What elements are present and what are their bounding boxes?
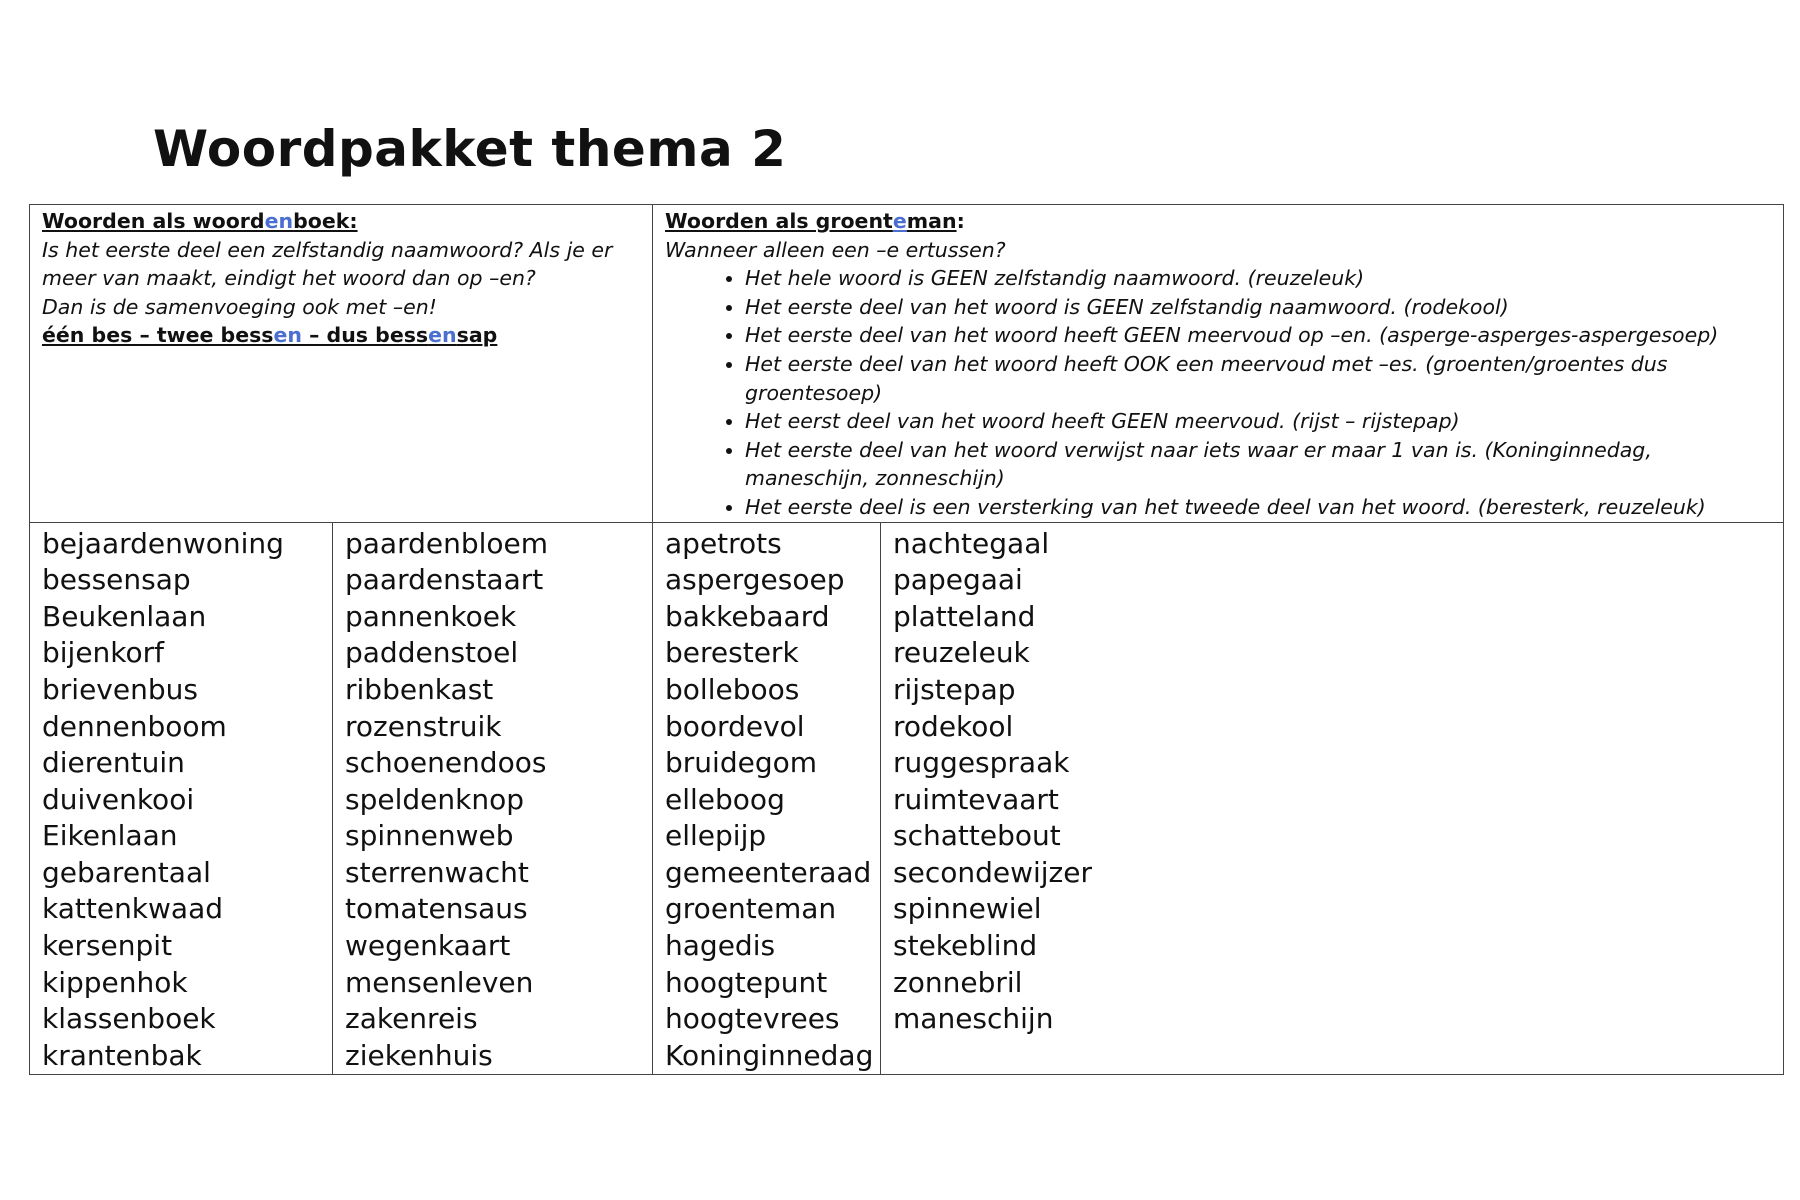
word-item: bruidegom	[665, 746, 818, 780]
word-item: bejaardenwoning	[42, 526, 284, 560]
word-item: wegenkaart	[345, 929, 511, 963]
word-list-e-2	[881, 522, 1784, 1075]
rule-en-example-part: – dus bess	[302, 323, 429, 348]
word-item: hoogtevrees	[665, 1002, 840, 1036]
word-item: boordevol	[665, 709, 805, 743]
word-item: sterrenwacht	[345, 855, 529, 889]
word-item: klassenboek	[42, 1002, 216, 1036]
rule-e-heading-post: man	[906, 209, 957, 233]
condition-item: • Het hele woord is GEEN zelfstandig naamwoord. (reuzeleuk)	[745, 264, 1773, 293]
word-item: Eikenlaan	[42, 819, 178, 853]
word-lists-row	[30, 522, 1784, 1075]
condition-item: • Het eerst deel van het woord heeft GEEN meervoud. (rijst – rijstepap)	[745, 407, 1773, 436]
word-list-en-2	[333, 522, 653, 1075]
word-list-en-1	[30, 522, 333, 1075]
rule-e-conditions	[665, 264, 1773, 521]
word-item: beresterk	[665, 636, 799, 670]
rule-en-example-part: één bes – twee bess	[42, 323, 274, 348]
page-title: Woordpakket thema 2	[153, 120, 787, 178]
word-item: rijstepap	[893, 672, 1016, 706]
word-item: ruimtevaart	[893, 782, 1059, 816]
word-item: paardenstaart	[345, 563, 544, 597]
rule-en-example	[42, 321, 642, 350]
word-item: speldenknop	[345, 782, 524, 816]
word-item: papegaai	[893, 563, 1023, 597]
rule-e-cell	[653, 205, 1784, 523]
rule-e-heading-highlight: e	[892, 209, 907, 233]
word-item: paardenbloem	[345, 526, 549, 560]
rule-e-heading	[665, 207, 1773, 236]
rule-en-heading	[42, 207, 642, 236]
rule-en-heading-post: boek:	[293, 209, 358, 233]
word-item: ellepijp	[665, 819, 767, 853]
word-item: pannenkoek	[345, 599, 517, 633]
rule-en-heading-highlight: en	[264, 209, 294, 233]
word-item: maneschijn	[893, 1002, 1054, 1036]
word-item: elleboog	[665, 782, 785, 816]
word-item: gemeenteraad	[665, 855, 872, 889]
word-item: platteland	[893, 599, 1036, 633]
word-item: dierentuin	[42, 746, 185, 780]
condition-item: • Het eerste deel is een versterking van het tweede deel van het woord. (beresterk, reuzeleuk)	[745, 493, 1773, 522]
word-item: dennenboom	[42, 709, 227, 743]
condition-item: • Het eerste deel van het woord heeft OOK een meervoud met –es. (groenten/groentes dus groentesoep)	[745, 350, 1773, 407]
rule-en-heading-pre: Woorden als woord	[42, 209, 265, 233]
condition-item: • Het eerste deel van het woord is GEEN zelfstandig naamwoord. (rodekool)	[745, 293, 1773, 322]
rule-e-heading-colon: :	[956, 209, 965, 233]
word-item: Beukenlaan	[42, 599, 207, 633]
word-item: paddenstoel	[345, 636, 519, 670]
word-item: kattenkwaad	[42, 892, 224, 926]
word-item: bakkebaard	[665, 599, 830, 633]
word-item: Koninginnedag	[665, 1038, 874, 1072]
word-item: groenteman	[665, 892, 837, 926]
word-item: bolleboos	[665, 672, 800, 706]
rule-en-example-part: sap	[456, 323, 498, 348]
word-item: stekeblind	[893, 929, 1038, 963]
word-item: reuzeleuk	[893, 636, 1030, 670]
word-item: bijenkorf	[42, 636, 165, 670]
word-item: tomatensaus	[345, 892, 528, 926]
rule-en-conclusion: Dan is de samenvoeging ook met –en!	[42, 294, 437, 319]
word-item: mensenleven	[345, 965, 534, 999]
word-list-e-1	[653, 522, 881, 1075]
word-item: rozenstruik	[345, 709, 502, 743]
rule-en-example-highlight: en	[273, 323, 303, 348]
word-item: ruggespraak	[893, 746, 1070, 780]
word-item: bessensap	[42, 563, 191, 597]
rule-en-question: Is het eerste deel een zelfstandig naamwoord? Als je er meer van maakt, eindigt het woord dan op –en?	[42, 237, 613, 291]
rule-en-cell	[30, 205, 653, 523]
word-item: schoenendoos	[345, 746, 547, 780]
word-item: krantenbak	[42, 1038, 202, 1072]
rule-e-heading-pre: Woorden als groent	[665, 209, 893, 233]
word-item: nachtegaal	[893, 526, 1050, 560]
word-item: duivenkooi	[42, 782, 195, 816]
word-item: zonnebril	[893, 965, 1023, 999]
rule-en-example-highlight: en	[428, 323, 457, 348]
word-item: ziekenhuis	[345, 1038, 493, 1072]
word-item: gebarentaal	[42, 855, 211, 889]
rules-row	[30, 205, 1784, 523]
word-item: ribbenkast	[345, 672, 494, 706]
word-item: rodekool	[893, 709, 1014, 743]
condition-item: • Het eerste deel van het woord heeft GEEN meervoud op –en. (asperge-asperges-aspergesoep)	[745, 321, 1773, 350]
word-item: schattebout	[893, 819, 1061, 853]
word-item: kippenhok	[42, 965, 188, 999]
word-item: hagedis	[665, 929, 776, 963]
word-table	[29, 204, 1784, 1075]
word-item: aspergesoep	[665, 563, 845, 597]
rule-e-question: Wanneer alleen een –e ertussen?	[665, 237, 1006, 262]
word-item: apetrots	[665, 526, 782, 560]
word-item: spinnenweb	[345, 819, 514, 853]
word-item: zakenreis	[345, 1002, 478, 1036]
word-item: spinnewiel	[893, 892, 1042, 926]
condition-item: • Het eerste deel van het woord verwijst naar iets waar er maar 1 van is. (Koninginnedag, maneschijn, zonneschijn)	[745, 436, 1773, 493]
word-item: hoogtepunt	[665, 965, 828, 999]
word-item: kersenpit	[42, 929, 173, 963]
word-item: secondewijzer	[893, 855, 1092, 889]
word-item: brievenbus	[42, 672, 198, 706]
